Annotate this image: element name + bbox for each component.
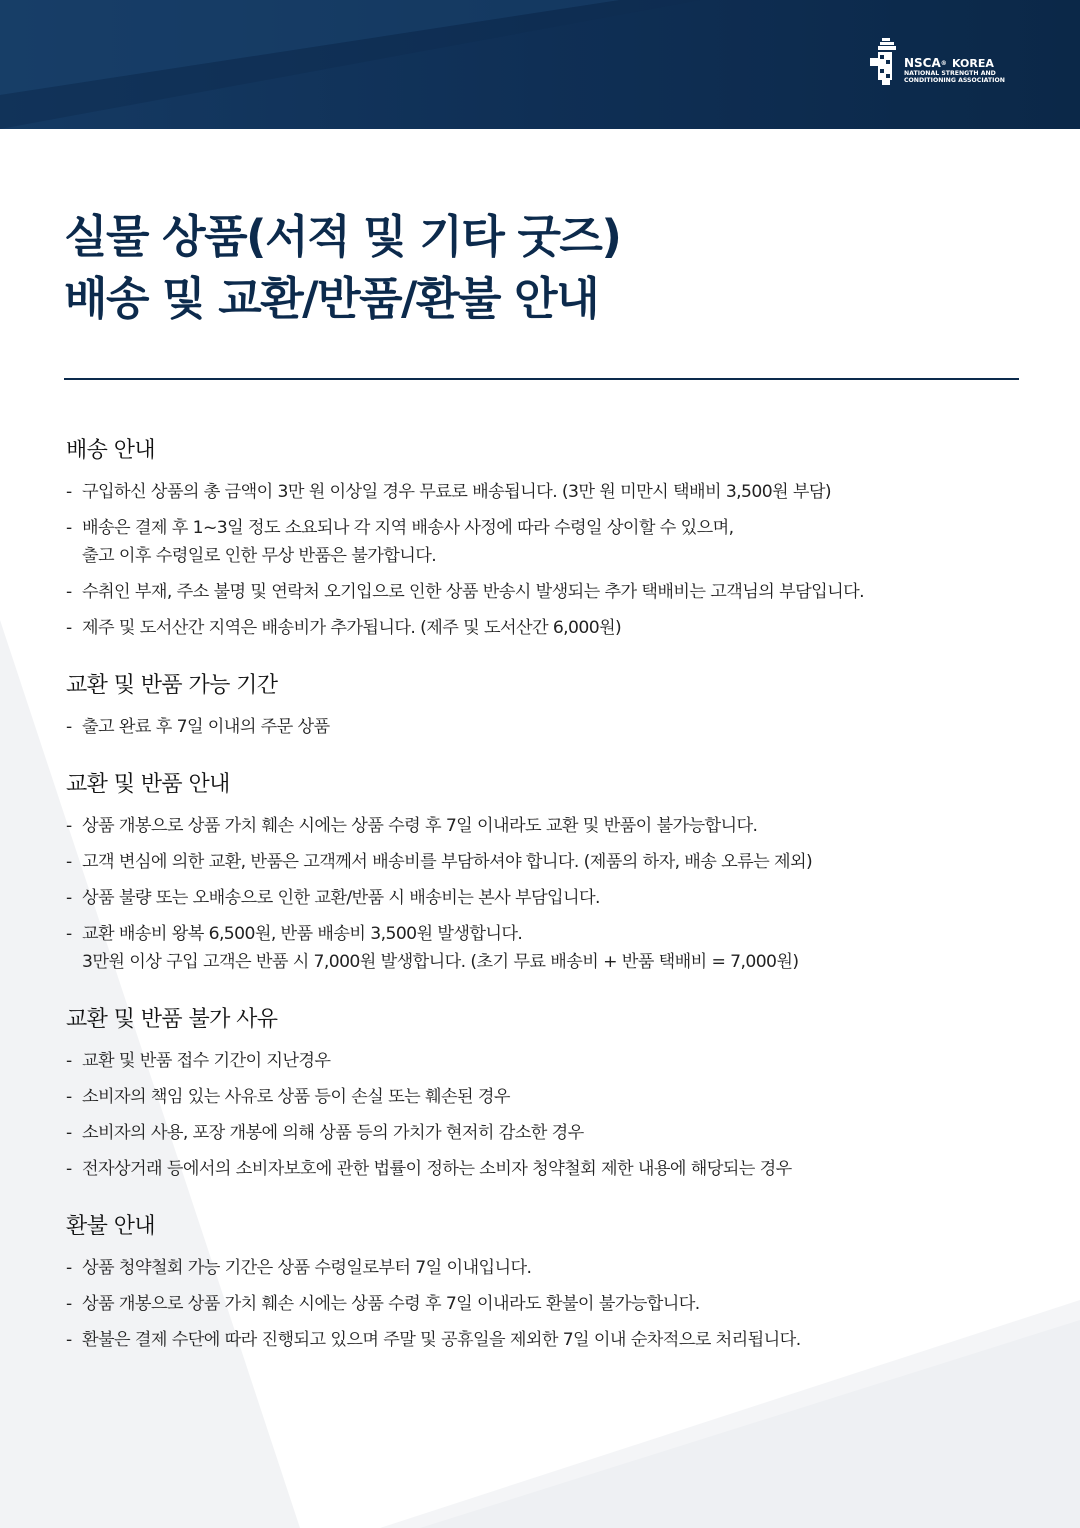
dash-bullet-icon: - [66, 816, 72, 836]
list-item [66, 1156, 1026, 1182]
page-title-line1: 실물 상품(서적 및 기타 굿즈) [64, 210, 621, 263]
section-list [66, 479, 1026, 641]
section-exchange-return-info [66, 770, 1026, 975]
section-heading: 교환 및 반품 불가 사유 [66, 1007, 278, 1032]
dash-bullet-icon: - [66, 582, 72, 602]
list-item [66, 1291, 1026, 1317]
list-item-text: 상품 불량 또는 오배송으로 인한 교환/반품 시 배송비는 본사 부담입니다. [82, 888, 600, 908]
section-heading: 교환 및 반품 안내 [66, 772, 230, 797]
list-item [66, 921, 1026, 975]
policy-sections [66, 436, 1026, 1383]
list-item [66, 1084, 1026, 1110]
dash-bullet-icon: - [66, 888, 72, 908]
list-item-text: 소비자의 사용, 포장 개봉에 의해 상품 등의 가치가 현저히 감소한 경우 [82, 1123, 584, 1143]
dash-bullet-icon: - [66, 1159, 72, 1179]
list-item-text: 교환 배송비 왕복 6,500원, 반품 배송비 3,500원 발생합니다. [82, 924, 523, 944]
list-item-text: 상품 개봉으로 상품 가치 훼손 시에는 상품 수령 후 7일 이내라도 환불이 불가능합니다. [82, 1294, 700, 1314]
dash-bullet-icon: - [66, 1258, 72, 1278]
list-item [66, 714, 1026, 740]
section-exchange-return-restrictions [66, 1005, 1026, 1182]
section-heading: 환불 안내 [66, 1214, 156, 1239]
list-item-text: 환불은 결제 수단에 따라 진행되고 있으며 주말 및 공휴일을 제외한 7일 이내 순차적으로 처리됩니다. [82, 1330, 801, 1350]
dash-bullet-icon: - [66, 1294, 72, 1314]
list-item [66, 479, 1026, 505]
list-item-text: 구입하신 상품의 총 금액이 3만 원 이상일 경우 무료로 배송됩니다. (3만 원 미만시 택배비 3,500원 부담) [82, 482, 832, 502]
section-exchange-return-period [66, 671, 1026, 740]
title-divider [64, 378, 1019, 380]
dash-bullet-icon: - [66, 717, 72, 737]
dash-bullet-icon: - [66, 1087, 72, 1107]
page-title-line2: 배송 및 교환/반품/환불 안내 [64, 272, 599, 325]
dash-bullet-icon: - [66, 618, 72, 638]
list-item [66, 813, 1026, 839]
list-item [66, 579, 1026, 605]
section-list [66, 714, 1026, 740]
logo-subtitle-line1: NATIONAL STRENGTH AND [904, 70, 996, 77]
list-item-text: 배송은 결제 후 1~3일 정도 소요되나 각 지역 배송사 사정에 따라 수령일 상이할 수 있으며, [82, 518, 734, 538]
section-refund-info [66, 1212, 1026, 1353]
list-item [66, 1048, 1026, 1074]
list-item [66, 1327, 1026, 1353]
list-item [66, 849, 1026, 875]
dash-bullet-icon: - [66, 482, 72, 502]
logo-registered-mark: ® [940, 60, 947, 67]
list-item-text: 제주 및 도서산간 지역은 배송비가 추가됩니다. (제주 및 도서산간 6,000원) [82, 618, 622, 638]
list-item-text: 전자상거래 등에서의 소비자보호에 관한 법률이 정하는 소비자 청약철회 제한 내용에 해당되는 경우 [82, 1159, 792, 1179]
list-item-continuation: 출고 이후 수령일로 인한 무상 반품은 불가합니다. [82, 546, 437, 566]
list-item-text: 소비자의 책임 있는 사유로 상품 등이 손실 또는 훼손된 경우 [82, 1087, 510, 1107]
section-list [66, 1048, 1026, 1182]
logo-subtitle-line2: CONDITIONING ASSOCIATION [904, 77, 1005, 85]
dash-bullet-icon: - [66, 518, 72, 538]
section-shipping-info [66, 436, 1026, 641]
logo-brand: NSCA [904, 56, 941, 70]
list-item-text: 상품 청약철회 가능 기간은 상품 수령일로부터 7일 이내입니다. [82, 1258, 532, 1278]
list-item [66, 615, 1026, 641]
dash-bullet-icon: - [66, 1123, 72, 1143]
dash-bullet-icon: - [66, 1051, 72, 1071]
page-title [64, 206, 964, 330]
list-item-continuation: 3만원 이상 구입 고객은 반품 시 7,000원 발생합니다. (초기 무료 배송비 + 반품 택배비 = 7,000원) [82, 952, 799, 972]
list-item [66, 1120, 1026, 1146]
list-item-text: 고객 변심에 의한 교환, 반품은 고객께서 배송비를 부담하셔야 합니다. (제품의 하자, 배송 오류는 제외) [82, 852, 813, 872]
section-heading: 교환 및 반품 가능 기간 [66, 673, 278, 698]
list-item-text: 교환 및 반품 접수 기간이 지난경우 [82, 1051, 331, 1071]
dash-bullet-icon: - [66, 1330, 72, 1350]
section-heading: 배송 안내 [66, 438, 156, 463]
list-item [66, 515, 1026, 569]
logo-region: KOREA [951, 57, 994, 70]
dash-bullet-icon: - [66, 924, 72, 944]
list-item [66, 885, 1026, 911]
list-item-text: 수취인 부재, 주소 불명 및 연락처 오기입으로 인한 상품 반송시 발생되는 추가 택배비는 고객님의 부담입니다. [82, 582, 864, 602]
section-list [66, 813, 1026, 975]
list-item [66, 1255, 1026, 1281]
section-list [66, 1255, 1026, 1353]
dash-bullet-icon: - [66, 852, 72, 872]
list-item-text: 상품 개봉으로 상품 가치 훼손 시에는 상품 수령 후 7일 이내라도 교환 및 반품이 불가능합니다. [82, 816, 758, 836]
list-item-text: 출고 완료 후 7일 이내의 주문 상품 [82, 717, 330, 737]
